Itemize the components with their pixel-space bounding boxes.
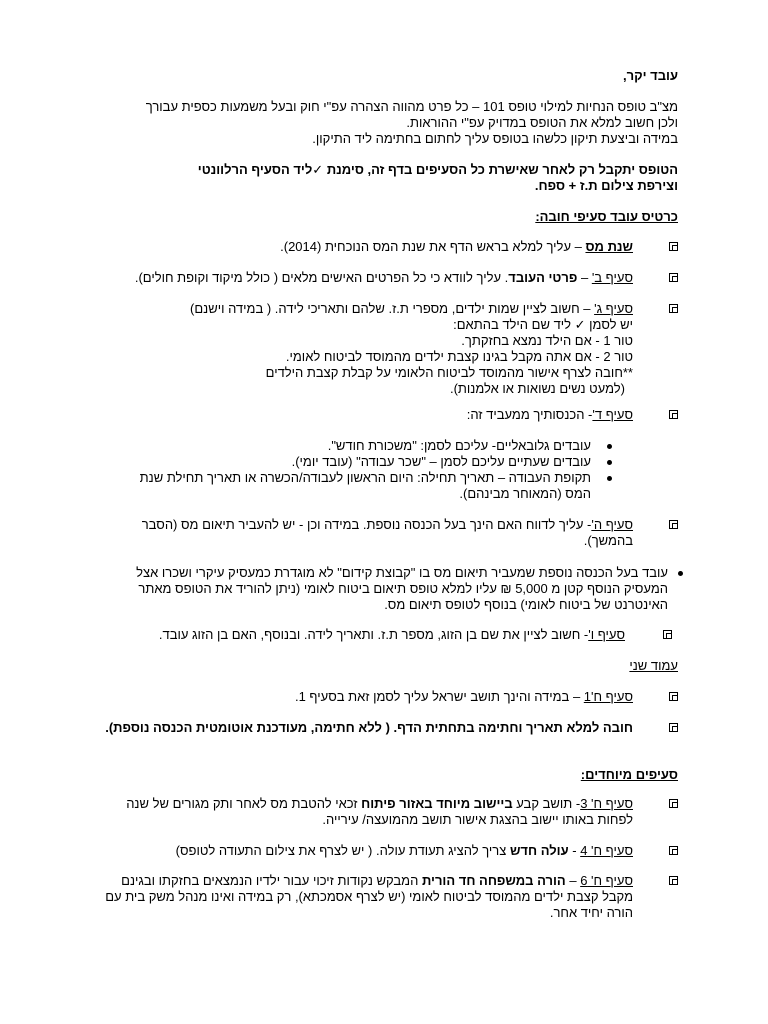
bullet-icon	[607, 476, 612, 481]
intro-line: מצ"ב טופס הנחיות למילוי טופס 101 – כל פרט מהווה הצהרה עפ"י חוק ובעל משמעות כספית עבורך	[145, 99, 678, 114]
checkbox-icon[interactable]	[669, 520, 678, 529]
item-label: סעיף ח' 6	[580, 873, 633, 888]
checkbox-icon[interactable]	[669, 273, 678, 282]
checkbox-icon[interactable]	[669, 304, 678, 313]
checkbox-icon[interactable]	[669, 799, 678, 808]
section-heading-special: סעיפים מיוחדים:	[580, 767, 678, 782]
item-text: -	[568, 843, 581, 858]
item-text: המבקש נקודות זיכוי עבור ילדיו הנמצאים בחזקתו ובגינם	[121, 873, 422, 888]
item-line: טור 1 - אם הילד נמצא בחזקתך.	[461, 333, 633, 348]
notice-text: ליד הסעיף הרלוונטי	[197, 162, 313, 177]
item-text: – עליך למלא בראש הדף את שנת המס הנוכחית (2014).	[280, 239, 586, 254]
note-line: המעסיק הנוסף קטן מ 5,000 ₪ עליו למלא טופס תיאום ביטוח לאומי (ניתן להוריד את הטופס מאתר	[138, 581, 668, 596]
item-label: סעיף ו'	[588, 627, 625, 642]
checkbox-icon[interactable]	[669, 846, 678, 855]
note-line: עובד בעל הכנסה נוספת שמעביר תיאום מס בו "קבוצת קידום" לא מוגדרת כמעסיק עיקרי ושכרו אצל	[136, 565, 668, 580]
item-text: – במידה והינך תושב ישראל עליך לסמן זאת בסעיף 1.	[294, 689, 584, 704]
item-text: צריך להציג תעודת עולה. ( יש לצרף את צילום התעודה לטופס)	[175, 843, 510, 858]
checkbox-icon[interactable]	[669, 692, 678, 701]
item-text: - תושב קבע	[512, 796, 581, 811]
item-line: לפחות באותו יישוב בהצגת אישור תושב מהמועצה/ עירייה.	[322, 812, 633, 827]
note-line: האינטרנט של ביטוח לאומי) בנוסף לטופס תיאום מס.	[384, 597, 668, 612]
item-bold: ביישוב מיוחד באזור פיתוח	[361, 796, 513, 811]
item-text: ליד שם הילד בהתאם:	[453, 317, 575, 332]
greeting: עובד יקר,	[623, 68, 678, 83]
checkbox-icon[interactable]	[669, 723, 678, 732]
item-text: - הכנסותיך ממעביד זה:	[466, 407, 593, 422]
bullet-text: עובדים שעתיים עליכם לסמן – "שכר עבודה" (עובד יומי).	[291, 454, 591, 469]
checkmark-icon: ✓	[312, 162, 324, 177]
item-text: חובה למלא תאריך וחתימה בתחתית הדף. ( ללא חתימה, מעודכנת אוטומטית הכנסה נוספת).	[105, 720, 633, 735]
item-text: –	[577, 270, 592, 285]
page-two-heading: עמוד שני	[629, 658, 678, 673]
section-heading-mandatory: כרטיס עובד סעיפי חובה:	[535, 209, 678, 224]
item-text: . עליך לוודא כי כל הפרטים האישים מלאים ( כולל מיקוד וקופת חולים).	[134, 270, 509, 285]
item-text: יש לסמן	[585, 317, 633, 332]
item-text: –	[565, 873, 581, 888]
checkbox-icon[interactable]	[669, 876, 678, 885]
item-text: - חשוב לציין את שם בן הזוג, מספר ת.ז. ותאריך לידה. ובנוסף, האם בן הזוג עובד.	[158, 627, 589, 642]
item-label: סעיף ח' 3	[580, 796, 633, 811]
notice-text: הטופס יתקבל רק לאחר שאישרת כל הסעיפים בדף זה, סימנת	[323, 162, 678, 177]
bullet-icon	[678, 571, 683, 576]
intro-line: ולכן חשוב למלא את הטופס במדויק עפ"י ההוראות.	[406, 115, 678, 130]
bullet-text: תקופת העבודה – תאריך תחילה: היום הראשון לעבודה/הכשרה או תאריך תחילת שנת	[139, 470, 591, 485]
notice-paragraph	[90, 162, 678, 194]
bullet-text: המס (המאוחר מבינהם).	[459, 486, 591, 501]
item-text: - עליך לדווח האם הינך בעל הכנסה נוספת. במידה וכן - יש להעביר תיאום מס (הסבר	[141, 517, 592, 532]
item-label: שנת מס	[585, 239, 633, 254]
item-label: סעיף ג'	[594, 301, 633, 316]
item-label: סעיף ה'	[591, 517, 633, 532]
item-bold: פרטי העובד	[508, 270, 578, 285]
item-bold: הורה במשפחה חד הורית	[421, 873, 566, 888]
bullet-icon	[607, 460, 612, 465]
item-bold: עולה חדש	[509, 843, 569, 858]
item-label: סעיף ח' 4	[580, 843, 633, 858]
item-label: סעיף ח'1	[583, 689, 633, 704]
checkmark-icon: ✓	[574, 317, 586, 332]
bullet-icon	[607, 444, 612, 449]
notice-line: וצירפת צילום ת.ז + ספח.	[534, 178, 678, 193]
item-line: **חובה לצרף אישור מהמוסד לביטוח הלאומי על קבלת קצבת הילדים	[265, 365, 633, 380]
checkbox-icon[interactable]	[669, 242, 678, 251]
bullet-text: עובדים גלובאליים- עליכם לסמן: "משכורת חודש".	[327, 438, 591, 453]
item-line: מקבל קצבת ילדים מהמוסד לביטוח לאומי (יש לצרף אסמכתא), רק במידה ואינו מנהל משק בית עם	[105, 889, 633, 904]
checkbox-icon[interactable]	[663, 630, 672, 639]
item-line: (למעט נשים נשואות או אלמנות).	[449, 381, 625, 396]
item-line: בהמשך).	[583, 533, 633, 548]
item-text: – חשוב לציין שמות ילדים, מספרי ת.ז. שלהם ותאריכי לידה. ( במידה וישנם)	[190, 301, 595, 316]
item-label: סעיף ד'	[592, 407, 633, 422]
item-text: זכאי להטבת מס לאחר ותק מגורים של שנה	[126, 796, 362, 811]
notice-line	[90, 162, 678, 178]
item-line: טור 2 - אם אתה מקבל בגינו קצבת ילדים מהמוסד לביטוח לאומי.	[285, 349, 633, 364]
checkbox-icon[interactable]	[669, 410, 678, 419]
intro-paragraph	[90, 99, 678, 147]
item-label: סעיף ב'	[591, 270, 633, 285]
item-line: הורה יחיד אחר.	[549, 905, 633, 920]
intro-line: במידה וביצעת תיקון כלשהו בטופס עליך לחתום בחתימה ליד התיקון.	[312, 131, 678, 146]
